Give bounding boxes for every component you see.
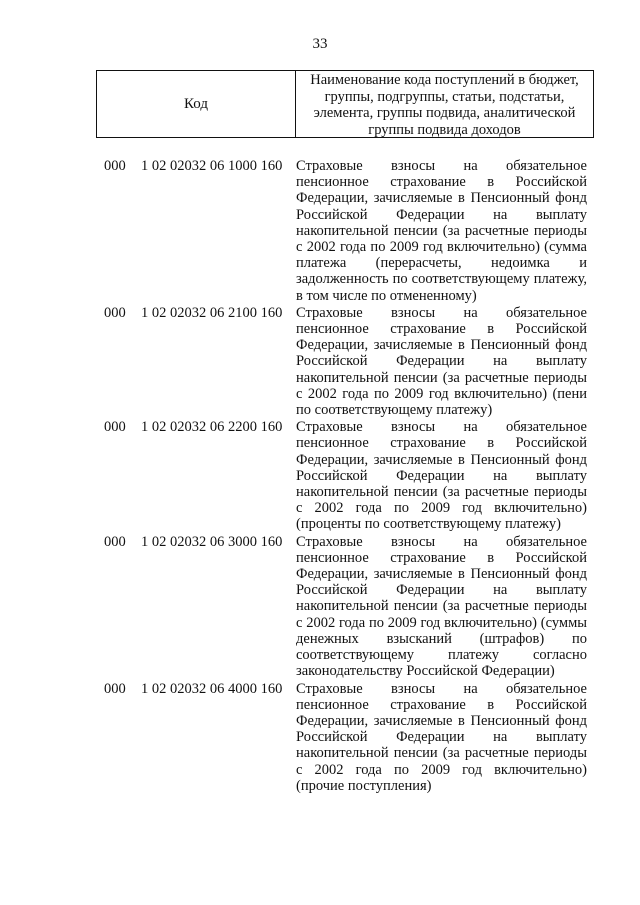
row-income-code: 1 02 02032 06 3000 160 <box>141 533 283 550</box>
row-admin-code: 000 <box>104 158 126 174</box>
header-code-column: Код <box>97 71 296 137</box>
table-row <box>0 305 640 418</box>
row-admin-code: 000 <box>104 304 126 321</box>
row-admin-code: 000 <box>104 533 126 550</box>
table-row <box>0 419 640 532</box>
table-body <box>0 158 640 794</box>
row-description: Страховые взносы на обязательное пенсионное страхование в Российской Федерации, зачисляемые в Пенсионный фонд Российской Федерации на выплату накопительной пенсии (за расчетные периоды с 2002 года по 2009 год включительно) (проценты по соответствующему платежу) <box>296 419 587 533</box>
page-number: 33 <box>312 36 328 52</box>
row-description: Страховые взносы на обязательное пенсионное страхование в Российской Федерации, зачисляемые в Пенсионный фонд Российской Федерации на выплату накопительной пенсии (за расчетные периоды с 2002 года по 2009 год включительно) (сумма платежа (перерасчеты, недоимка и задолженность по соответствующему платежу, в том числе по отмененному) <box>296 158 587 304</box>
row-description: Страховые взносы на обязательное пенсионное страхование в Российской Федерации, зачисляемые в Пенсионный фонд Российской Федерации на выплату накопительной пенсии (за расчетные периоды с 2002 года по 2009 год включительно) (суммы денежных взысканий (штрафов) по соответствующему платежу согласно законодательству Российской Федерации) <box>296 533 587 680</box>
row-admin-code: 000 <box>104 419 126 436</box>
table-row <box>0 158 640 304</box>
table-header <box>96 70 594 138</box>
table-row <box>0 681 640 794</box>
row-description: Страховые взносы на обязательное пенсионное страхование в Российской Федерации, зачисляемые в Пенсионный фонд Российской Федерации на выплату накопительной пенсии (за расчетные периоды с 2002 года по 2009 год включительно) (пени по соответствующему платежу) <box>296 304 587 419</box>
header-name-column: Наименование кода поступлений в бюджет, группы, подгруппы, статьи, подстатьи, элемента, группы подвида, аналитической группы подвида доходов <box>310 72 579 138</box>
table-row <box>0 534 640 680</box>
row-description: Страховые взносы на обязательное пенсионное страхование в Российской Федерации, зачисляемые в Пенсионный фонд Российской Федерации на выплату накопительной пенсии (за расчетные периоды с 2002 года по 2009 год включительно) (прочие поступления) <box>296 680 587 794</box>
row-income-code: 1 02 02032 06 2100 160 <box>141 304 283 321</box>
row-income-code: 1 02 02032 06 4000 160 <box>141 680 283 697</box>
row-income-code: 1 02 02032 06 2200 160 <box>141 419 283 436</box>
row-admin-code: 000 <box>104 680 126 697</box>
row-income-code: 1 02 02032 06 1000 160 <box>141 158 283 174</box>
